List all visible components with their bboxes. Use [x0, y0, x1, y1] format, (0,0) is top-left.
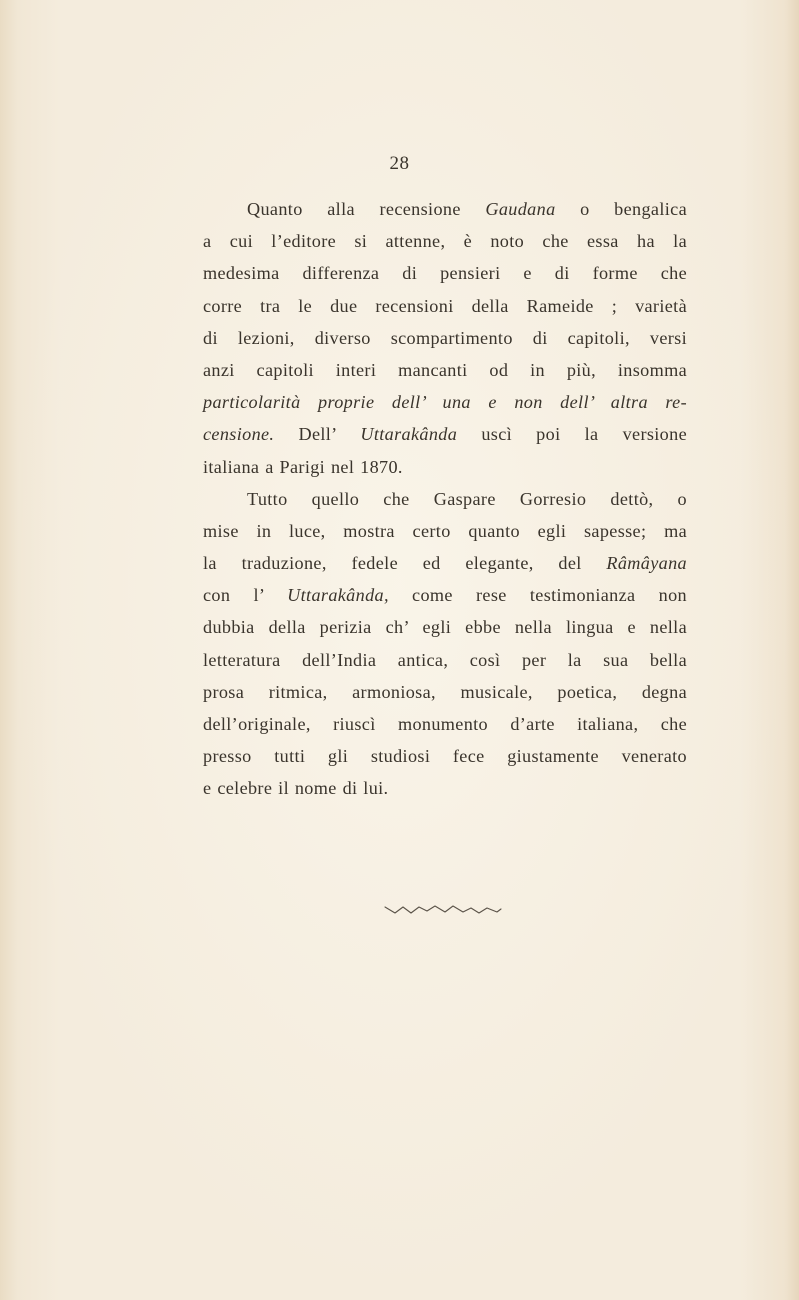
text-line	[203, 354, 687, 386]
text-line	[203, 547, 687, 579]
text-line-content	[203, 644, 687, 676]
text-run: e celebre il nome di lui.	[203, 778, 389, 799]
text-line	[203, 708, 687, 740]
text-run: di lezioni, diverso scompartimento di capitoli, versi	[203, 327, 687, 348]
text-line-content	[203, 515, 687, 547]
italic-run: Uttarakânda,	[287, 585, 389, 606]
page-number: 28	[389, 153, 410, 174]
text-line	[203, 579, 687, 611]
text-line-content	[203, 676, 687, 708]
text-run: prosa ritmica, armoniosa, musicale, poetica, degna	[203, 681, 687, 702]
text-run: medesima differenza di pensieri e di forme che	[203, 263, 687, 284]
text-line-content	[247, 193, 687, 225]
text-line	[203, 225, 687, 257]
text-line-content	[203, 225, 687, 257]
text-line-content	[203, 418, 687, 450]
text-run: Tutto quello che Gaspare Gorresio dettò, o	[247, 488, 687, 509]
text-line	[203, 290, 687, 322]
text-line-content	[203, 740, 687, 772]
text-run: italiana a Parigi nel 1870.	[203, 456, 403, 477]
text-line	[203, 451, 687, 483]
text-line	[203, 740, 687, 772]
text-run: la traduzione, fedele ed elegante, del	[203, 553, 607, 574]
text-run: a cui l’editore si attenne, è noto che essa ha la	[203, 231, 687, 252]
text-line	[203, 257, 687, 289]
text-line-content	[203, 257, 687, 289]
text-line-content	[203, 354, 687, 386]
text-run: anzi capitoli interi mancanti od in più, insomma	[203, 359, 687, 380]
text-line	[203, 322, 687, 354]
italic-run: Gaudana	[485, 199, 556, 219]
text-run: uscì poi la versione	[457, 424, 687, 445]
text-line-content	[203, 322, 687, 354]
italic-run: censione.	[203, 424, 275, 445]
text-line-content	[203, 386, 687, 418]
text-run: dell’originale, riuscì monumento d’arte italiana, che	[203, 714, 687, 734]
text-line-content	[203, 451, 687, 483]
text-line	[203, 644, 687, 676]
body-text	[203, 193, 687, 805]
text-line	[203, 483, 687, 515]
text-run: con l’	[203, 585, 288, 606]
italic-run: particolarità proprie dell’ una e non dell’ altra re-	[203, 392, 687, 413]
text-run: Quanto alla recensione	[247, 199, 486, 219]
wavy-rule-icon	[383, 903, 503, 917]
text-line-content	[247, 483, 687, 515]
text-line-content	[203, 579, 687, 611]
text-run: Dell’	[274, 424, 361, 445]
text-line	[203, 418, 687, 450]
text-line-content	[203, 611, 687, 643]
text-run: o bengalica	[555, 199, 687, 219]
text-line	[203, 676, 687, 708]
text-run: corre tra le due recensioni della Rameide ; varietà	[203, 295, 687, 316]
italic-run: Râmâyana	[606, 553, 687, 574]
text-line-content	[203, 708, 687, 740]
text-line	[203, 193, 687, 225]
italic-run: Uttarakânda	[360, 424, 458, 445]
text-line	[203, 611, 687, 643]
text-run: mise in luce, mostra certo quanto egli sapesse; ma	[203, 520, 687, 541]
text-line-content	[203, 547, 687, 579]
text-line	[203, 515, 687, 547]
text-line-content	[203, 290, 687, 322]
text-run: presso tutti gli studiosi fece giustamente venerato	[203, 746, 687, 767]
text-line	[203, 386, 687, 418]
text-line-content	[203, 772, 687, 804]
text-run: dubbia della perizia ch’ egli ebbe nella lingua e nella	[203, 617, 687, 638]
text-run: letteratura dell’India antica, così per la sua bella	[203, 649, 687, 670]
text-run: come rese testimonianza non	[388, 585, 687, 606]
text-line	[203, 772, 687, 804]
